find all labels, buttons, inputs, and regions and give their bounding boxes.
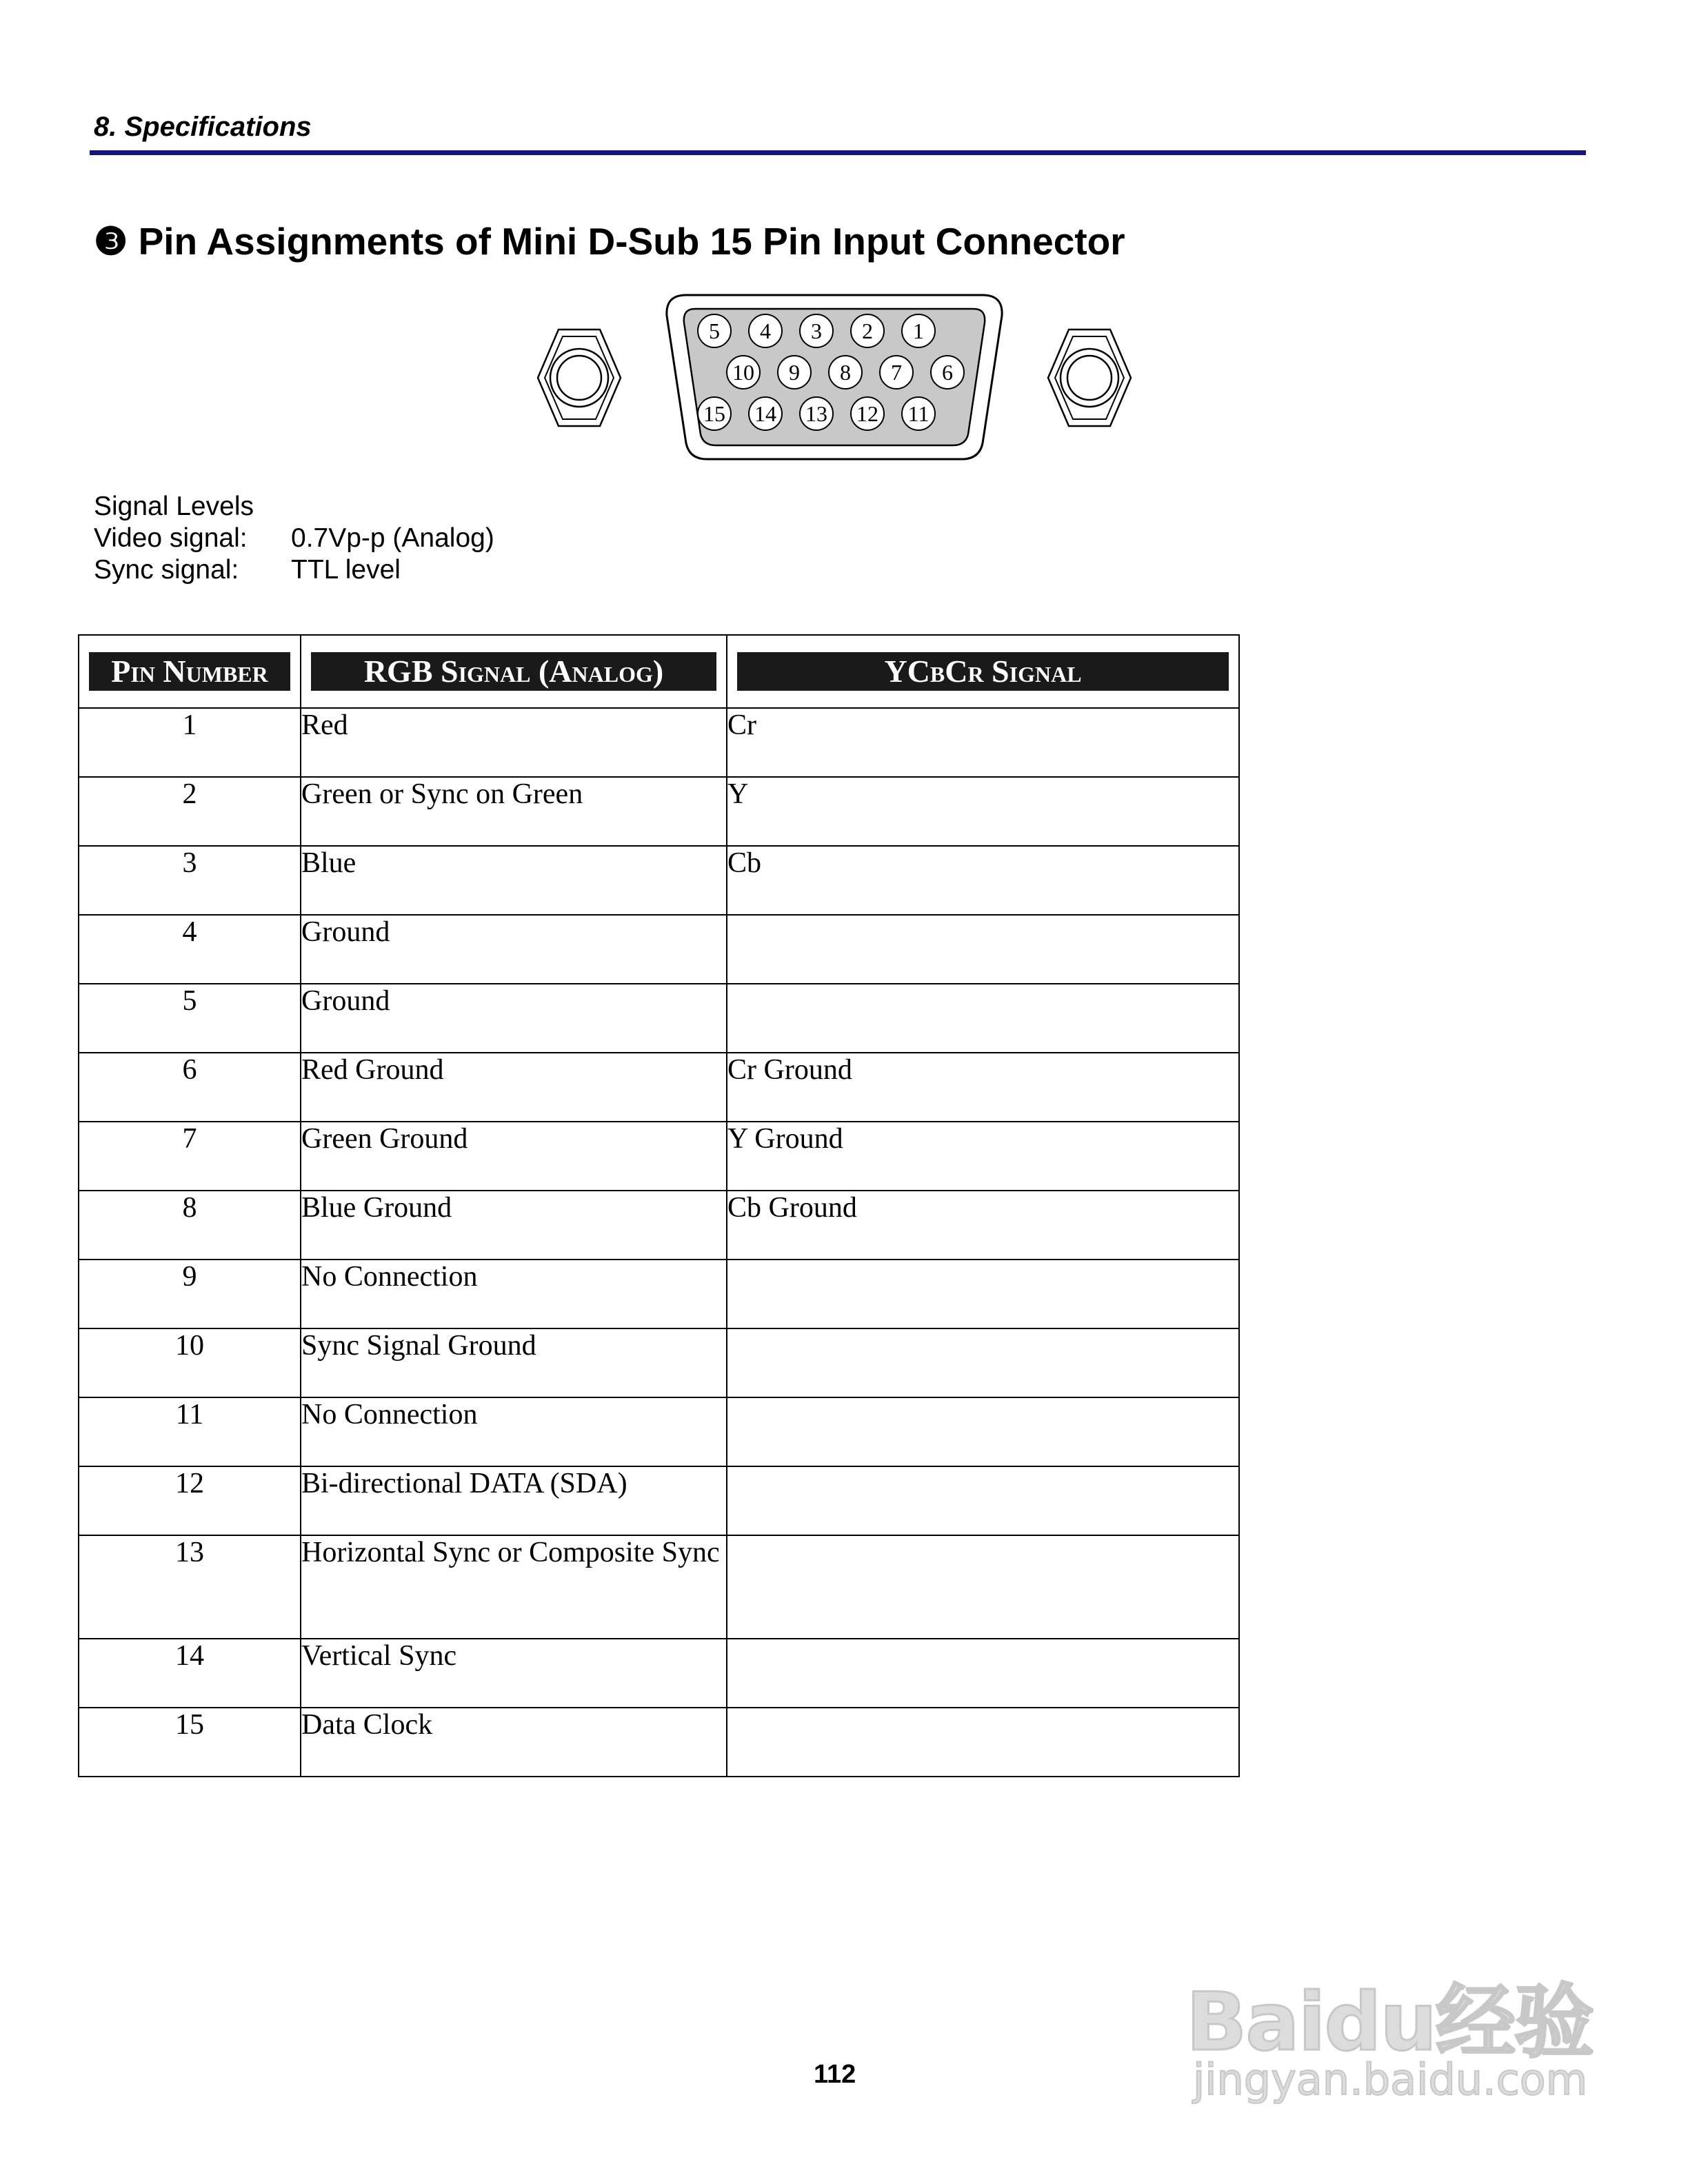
pin-number-cell: 2: [79, 777, 301, 846]
table-row: [79, 915, 1239, 984]
table-row: [79, 846, 1239, 915]
ycbcr-signal-cell: [727, 984, 1239, 1053]
pin-label: 3: [811, 318, 822, 343]
pin-label: 13: [805, 401, 827, 426]
pin-label: 11: [907, 401, 930, 426]
left-mount-nut: [538, 330, 621, 426]
ycbcr-signal-cell: [727, 1639, 1239, 1708]
rgb-signal-cell: Sync Signal Ground: [301, 1328, 727, 1397]
rgb-signal-cell: Blue Ground: [301, 1191, 727, 1260]
sync-signal-label: Sync signal:: [94, 555, 239, 585]
pin-number-cell: 6: [79, 1053, 301, 1122]
pin-number-cell: 15: [79, 1708, 301, 1777]
ycbcr-signal-cell: Y Ground: [727, 1122, 1239, 1191]
rgb-signal-cell: Red: [301, 708, 727, 777]
pin-assignment-table: [78, 634, 1240, 1777]
pin-label: 10: [732, 360, 754, 385]
ycbcr-signal-cell: [727, 1708, 1239, 1777]
ycbcr-signal-cell: [727, 1260, 1239, 1328]
pin-number-cell: 7: [79, 1122, 301, 1191]
header-rgb-signal-label: RGB Signal (Analog): [311, 652, 716, 691]
watermark-logo-text: Baidu经验: [1186, 1976, 1594, 2069]
rgb-signal-cell: Ground: [301, 984, 727, 1053]
header-ycbcr-signal: [727, 635, 1239, 708]
rgb-signal-cell: Red Ground: [301, 1053, 727, 1122]
table-row: [79, 1639, 1239, 1708]
section-label: 8. Specifications: [94, 112, 312, 142]
table-header-row: [79, 635, 1239, 708]
watermark-url-text: jingyan.baidu.com: [1193, 2054, 1588, 2105]
pin-label: 6: [942, 360, 953, 385]
rgb-signal-cell: Green or Sync on Green: [301, 777, 727, 846]
sync-signal-row: [94, 554, 494, 586]
pin-number-cell: 12: [79, 1466, 301, 1535]
pin-number-cell: 1: [79, 708, 301, 777]
header-pin-number-label: Pin Number: [89, 652, 290, 691]
ycbcr-signal-cell: [727, 1466, 1239, 1535]
table-row: [79, 1122, 1239, 1191]
table-row: [79, 708, 1239, 777]
pin-number-cell: 13: [79, 1535, 301, 1639]
page-title: ❸ Pin Assignments of Mini D-Sub 15 Pin Input Connector: [94, 220, 1125, 263]
pin-number-cell: 10: [79, 1328, 301, 1397]
pin-number-cell: 5: [79, 984, 301, 1053]
pin-label: 14: [754, 401, 776, 426]
sync-signal-value: TTL level: [291, 555, 401, 585]
ycbcr-signal-cell: Cb: [727, 846, 1239, 915]
rgb-signal-cell: Vertical Sync: [301, 1639, 727, 1708]
header-rgb-signal: [301, 635, 727, 708]
d-sub-connector-diagram: [531, 288, 1138, 467]
pin-label: 4: [760, 318, 771, 343]
ycbcr-signal-cell: Cr Ground: [727, 1053, 1239, 1122]
page-number: 112: [814, 2060, 856, 2089]
pin-number-cell: 11: [79, 1397, 301, 1466]
ycbcr-signal-cell: [727, 1397, 1239, 1466]
ycbcr-signal-cell: [727, 1328, 1239, 1397]
rgb-signal-cell: Data Clock: [301, 1708, 727, 1777]
rgb-signal-cell: Bi-directional DATA (SDA): [301, 1466, 727, 1535]
rgb-signal-cell: No Connection: [301, 1260, 727, 1328]
rgb-signal-cell: Green Ground: [301, 1122, 727, 1191]
header-rule: [90, 150, 1586, 155]
pin-label: 8: [840, 360, 851, 385]
table-row: [79, 1260, 1239, 1328]
ycbcr-signal-cell: [727, 915, 1239, 984]
pin-label: 15: [703, 401, 725, 426]
video-signal-row: [94, 523, 494, 554]
pin-number-cell: 8: [79, 1191, 301, 1260]
pin-label: 1: [913, 318, 924, 343]
rgb-signal-cell: Ground: [301, 915, 727, 984]
baidu-watermark: [1186, 1910, 1594, 2110]
video-signal-label: Video signal:: [94, 523, 248, 553]
header-pin-number: [79, 635, 301, 708]
ycbcr-signal-cell: Cb Ground: [727, 1191, 1239, 1260]
table-row: [79, 1466, 1239, 1535]
pin-number-cell: 4: [79, 915, 301, 984]
pin-label: 7: [891, 360, 902, 385]
signal-levels: [94, 491, 494, 586]
ycbcr-signal-cell: Cr: [727, 708, 1239, 777]
table-row: [79, 984, 1239, 1053]
signal-levels-heading: Signal Levels: [94, 492, 254, 521]
rgb-signal-cell: Horizontal Sync or Composite Sync: [301, 1535, 727, 1639]
right-mount-nut: [1048, 330, 1131, 426]
rgb-signal-cell: No Connection: [301, 1397, 727, 1466]
ycbcr-signal-cell: [727, 1535, 1239, 1639]
pin-label: 9: [789, 360, 800, 385]
table-row: [79, 1053, 1239, 1122]
pin-label: 12: [856, 401, 878, 426]
pin-label: 5: [709, 318, 720, 343]
ycbcr-signal-cell: Y: [727, 777, 1239, 846]
pin-label: 2: [862, 318, 873, 343]
table-row: [79, 1708, 1239, 1777]
table-row: [79, 1328, 1239, 1397]
table-row: [79, 777, 1239, 846]
pin-number-cell: 3: [79, 846, 301, 915]
table-row: [79, 1397, 1239, 1466]
rgb-signal-cell: Blue: [301, 846, 727, 915]
pin-number-cell: 9: [79, 1260, 301, 1328]
header-ycbcr-signal-label: YCbCr Signal: [737, 652, 1229, 691]
table-row: [79, 1191, 1239, 1260]
pin-number-cell: 14: [79, 1639, 301, 1708]
table-row: [79, 1535, 1239, 1639]
video-signal-value: 0.7Vp-p (Analog): [291, 523, 494, 553]
